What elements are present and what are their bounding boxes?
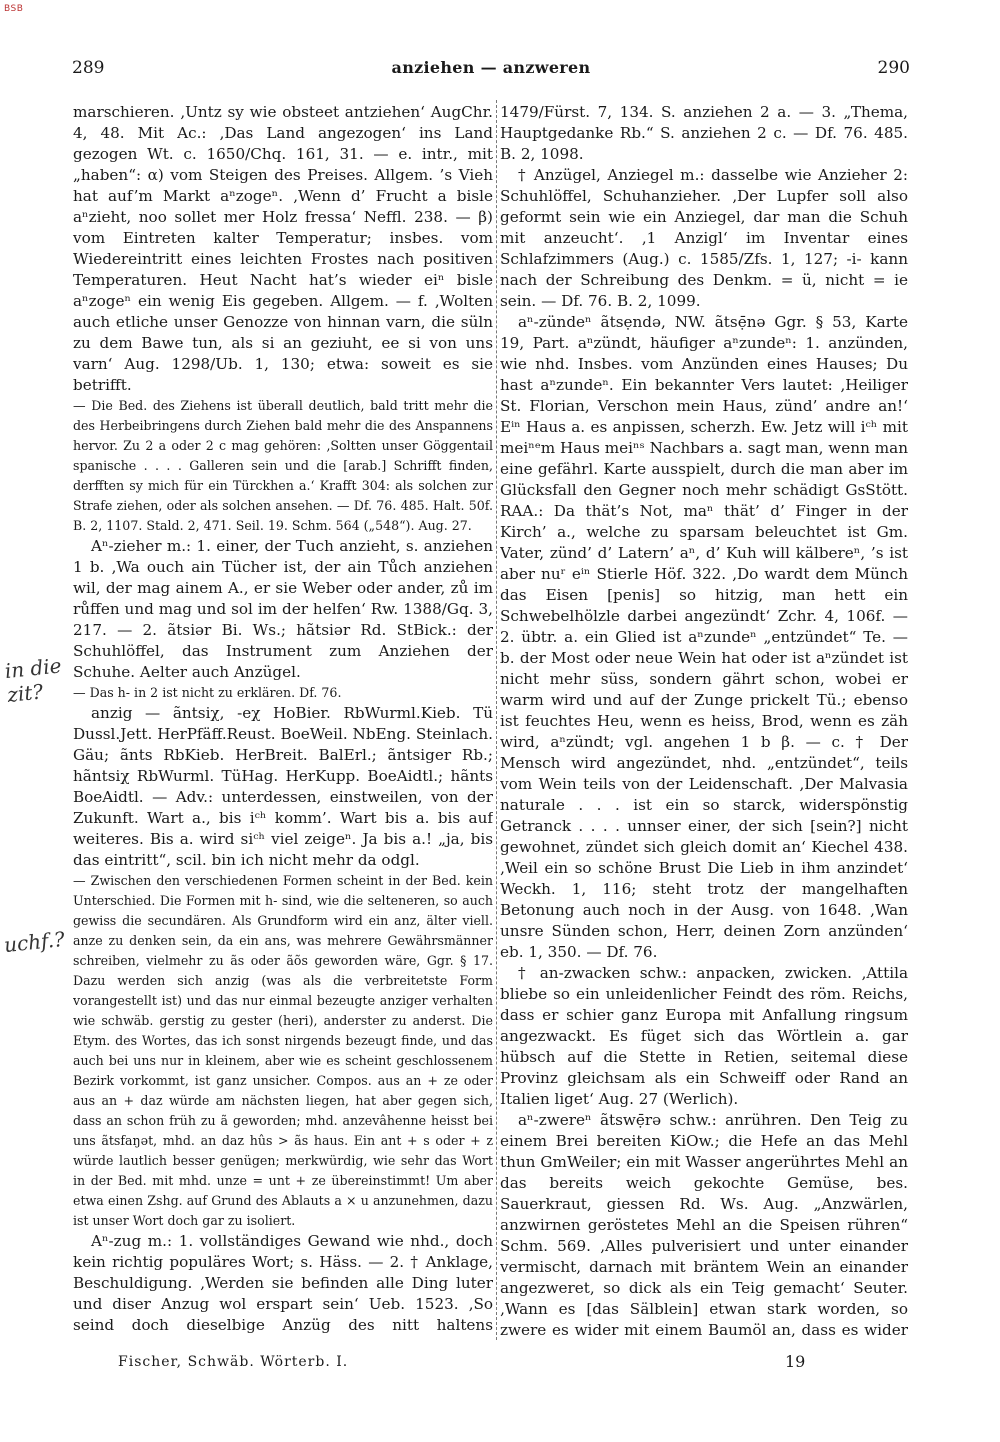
text-note: — Die Bed. des Ziehens ist überall deutlich, bald tritt mehr die des Herbeibringens durch Ziehen bald mehr die des Anspannens hervor. Zu 2 a oder 2 c mag gehören: ‚Soltten unser Göggentail spanische . . . . Galleren sein und die [arab.] Schrifft finden, derfften sy mich für ein Türckhen a.‘ Krafft 304: als solchen zur Strafe ziehen, oder als solchen ansehen. — Df. 76. 485. Halt. 50f. B. 2, 1107. Stald. 2, 471. Seil. 19. Schm. 564 („548“). Aug. 27. xyxy=(73,398,493,533)
running-title: anziehen — anzweren xyxy=(391,58,591,77)
column-divider xyxy=(496,100,497,1340)
text-block: marschieren. ‚Untz sy wie obsteet antziehen‘ AugChr. 4, 48. Mit Ac.: ‚Das Land angezogen‘ ins Land gezogen Wt. c. 1650/Chq. 161, 31. — e. intr., mit „haben“: α) vom Steigen des Preises. Allgem. ’s Vieh hat auf’m Markt aⁿzogeⁿ. ‚Wenn d’ Frucht a bisle aⁿzieht, noo sollet mer Holz fressa‘ Neffl. 238. — β) vom Eintreten kalter Temperatur; insbes. vom Wiedereintritt eines leichten Frostes nach positiven Temperaturen. Heut Nacht hat’s wieder eiⁿ bisle aⁿzogeⁿ ein wenig Eis gegeben. Allgem. — f. ‚Wolten auch etliche unser Genozze von hinnan varn, die süln zu dem Bawe tun, als si an geziuht, ee si von uns varn‘ Aug. 1298/Ub. 1, 130; etwa: soweit es sie betrifft. xyxy=(73,103,493,394)
text-note: — Das h- in 2 ist nicht zu erklären. Df. 76. xyxy=(73,685,342,700)
text-note: — Zwischen den verschiedenen Formen scheint in der Bed. kein Unterschied. Die Formen mit h- sind, wie die selteneren, so auch gewiss die secundären. Als Grundform wird ein anz, älter viell. anze zu denken sein, da ein ans, was mehrere Gewährsmänner schreiben, vielmehr zu ãs oder ãõs geworden wäre, Ggr. § 17. Dazu werden sich anzig (was als die verbreitetste Form vorangestellt ist) und das nur einmal bezeugte anziger verhalten wie schwäb. gerstig zu gester (heri), anderster zu anderst. Die Etym. des Wortes, das ich sonst nirgends bezeugt finde, und das auch bei uns nur in kleinem, aber wie es scheint geschlossenem Bezirk vorkommt, ist ganz unsicher. Compos. aus an + ze oder aus an + daz würde am nächsten liegen, hat aber gegen sich, dass an schon früh zu ã geworden; mhd. anzevâhenne heisst bei uns ãtsfaŋət, mhd. an daz hûs > ãs haus. Ein ant + s oder + z würde lautlich besser genügen; merkwürdig, wie sehr das Wort in der Bed. mit mhd. unze = unt + ze übereinstimmt! Um aber etwa einen Zshg. auf Grund des Ablauts a × u anzunehmen, dazu ist unser Wort doch gar zu isoliert. xyxy=(73,873,493,1228)
handwritten-margin-note: uchf.? xyxy=(2,926,66,958)
dictionary-entry: anzig — ãntsiχ, -eχ HoBier. RbWurml.Kieb. Tü Dussl.Jett. HerPfäff.Reust. BoeWeil. NbEng. Steinlach. Gäu; ãnts RbKieb. HerBreit. BalErl.; ãntsiger Rb.; hãntsiχ RbWurml. TüHag. HerKupp. BoeAidtl.; hãnts BoeAidtl. — Adv.: unterdessen, einstweilen, von der Zukunft. Wart a., bis iᶜʰ komm’. Wart bis a. bis auf weiteres. Bis a. wird siᶜʰ viel zeigeⁿ. Ja bis a.! „ja, bis das eintritt“, scil. bin ich nicht mehr da odgl. xyxy=(73,704,493,869)
footer-author: Fischer, Schwäb. Wörterb. I. xyxy=(118,1354,349,1370)
dictionary-entry: Aⁿ-zug m.: 1. vollständiges Gewand wie nhd., doch kein richtig populäres Wort; s. Häss. — 2. † Anklage, Beschuldigung. ‚Werden sie befinden alle Ding luter und diser Anzug wol erspart sein‘ Ueb. 1523. ‚So seind doch dieselbige Anzüg des nitt haltens xyxy=(73,1232,493,1334)
handwritten-margin-note: in die zit? xyxy=(3,653,63,708)
page-header xyxy=(72,58,910,84)
dictionary-entry: † Anzügel, Anziegel m.: dasselbe wie Anzieher 2: Schuhlöffel, Schuhanzieher. ‚Der Lupfer soll also geformt sein wie ein Anziegel, dar man die Schuh mit anzeucht‘. ‚1 Anzigl‘ im Inventar eines Schlafzimmers (Aug.) c. 1585/Zfs. 1, 127; -i- kann nach der Schreibung des Denkm. = ü, nicht = ie sein. — Df. 76. B. 2, 1099. xyxy=(500,166,908,310)
right-column xyxy=(500,102,908,1337)
library-stamp: BSB xyxy=(4,4,24,14)
left-column xyxy=(73,102,493,1337)
page-number-right: 290 xyxy=(877,58,910,78)
text-block: 1479/Fürst. 7, 134. S. anziehen 2 a. — 3. „Thema, Hauptgedanke Rb.“ S. anziehen 2 c. — Df. 76. 485. B. 2, 1098. xyxy=(500,103,908,163)
signature-number: 19 xyxy=(785,1352,806,1371)
dictionary-entry: aⁿ-zwereⁿ ãtswẹ̄rə schw.: anrühren. Den Teig zu einem Brei bereiten KiOw.; die Hefe an das Mehl thun GmWeiler; ein mit Wasser angerührtes Mehl an das bereits weich gekochte Gemüse, bes. Sauerkraut, giessen Rd. Ws. Aug. „Anzwärlen, anzwirnen geröstetes Mehl an die Speisen rühren“ Schm. 569. ‚Alles pulverisiert und unter einander vermischt, darnach mit bräntem Wein an einander angezweret, so dick als ein Teig gemacht‘ Seuter. ‚Wann es [das Sälblein] etwan stark worden, so zwere es wider mit einem Baumöl an, dass es wider xyxy=(500,1111,908,1337)
dictionary-entry: aⁿ-zündeⁿ ãtsẹndə, NW. ãtsẹ̄nə Ggr. § 53, Karte 19, Part. aⁿzündt, häufiger aⁿzundeⁿ: 1. anzünden, wie nhd. Insbes. vom Anzünden eines Hauses; Du hast aⁿzundeⁿ. Ein bekannter Vers lautet: ‚Heiliger St. Florian, Verschon mein Haus, zünd’ andre an!‘ Eⁱⁿ Haus a. es anpissen, scherzh. Ew. Jetz will iᶜʰ mit meiⁿᵉm Haus meiⁿˢ Nachbars a. sagt man, wenn man eine gefährl. Karte ausspielt, durch die man aber im Glücksfall den Gegner noch mehr schädigt GsStött. RAA.: Da thät’s Not, maⁿ thät’ d’ Finger in der Kirch’ a., welche zu sparsam beleuchtet ist Gm. Vater, zünd’ d’ Latern’ aⁿ, d’ Kuh will kälbereⁿ, ’s ist aber nuʳ eⁱⁿ Stierle Höf. 322. ‚Do wardt dem Münch das Eisen [penis] so hitzig, man hett ein Schwebelhölzle darbei angezündt‘ Zchr. 4, 106f. — 2. übtr. a. ein Glied ist aⁿzundeⁿ „entzündet“ Te. — b. der Most oder neue Wein hat oder ist aⁿzündet ist nicht mehr süss, sondern gährt schon, wobei er warm wird und auf der Zunge prickelt Tü.; ebenso ist feuchtes Heu, wenn es heiss, Brod, wenn es zäh wird, aⁿzündt; vgl. angehen 1 b β. — c. † Der Mensch wird angezündet, nhd. „entzündet“, teils vom Wein teils von der Leidenschaft. ‚Der Malvasia naturale . . . ist ein so starck, widerspönstig Getranck . . . . unnser einer, der sich [sein?] nicht gewohnet, zündet sich gleich domit an‘ Kiechel 438. ‚Weil ein so schöne Brust Die Lieb in ihm anzindet‘ Weckh. 1, 116; steht trotz der mangelhaften Betonung auch noch in der Ausg. von 1648. ‚Wan unsre Sünden schon, Herr, deinen Zorn anzünden‘ eb. 1, 350. — Df. 76. xyxy=(500,313,908,961)
dictionary-entry: Aⁿ-zieher m.: 1. einer, der Tuch anzieht, s. anziehen 1 b. ‚Wa ouch ain Tücher ist, der ain Tůch anziehen wil, der mag ainem A., er sie Weber oder ander, zů im růffen und mag und sol im der helfen‘ Rw. 1388/Gq. 3, 217. — 2. ãtsiər Bi. Ws.; hãtsiər Rd. StBick.: der Schuhlöffel, das Instrument zum Anziehen der Schuhe. Aelter auch Anzügel. xyxy=(73,537,493,681)
page-number-left: 289 xyxy=(72,58,105,78)
dictionary-entry: † an-zwacken schw.: anpacken, zwicken. ‚Attila bliebe so ein unleidenlicher Feindt des röm. Reichs, dass er schier ganz Europa mit Anfallung ringsum angezwackt. Es füget sich das Wörtlein a. gar hübsch auf die Stette in Retien, seitemal diese Provinz gleichsam als ein Schweiff oder Rand an Italien liget‘ Aug. 27 (Werlich). xyxy=(500,964,908,1108)
